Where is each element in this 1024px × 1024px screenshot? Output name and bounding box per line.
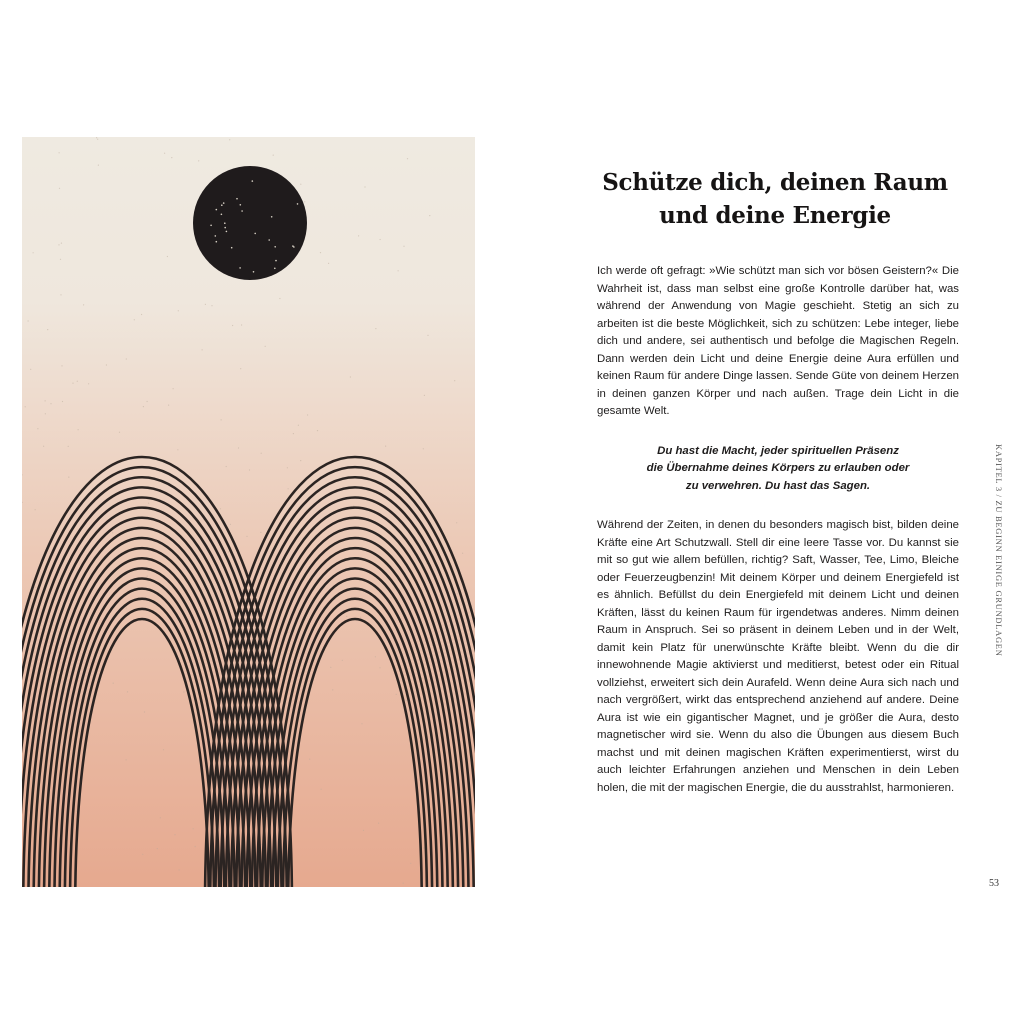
title-line-2: und deine Energie: [659, 202, 891, 229]
grain-dot: [364, 186, 365, 187]
grain-dot: [47, 329, 48, 330]
speckle-dot: [254, 233, 256, 235]
grain-dot: [230, 524, 231, 525]
grain-dot: [45, 413, 46, 414]
page-number: 53: [989, 878, 999, 889]
grain-dot: [58, 244, 59, 245]
speckle-dot: [216, 241, 218, 243]
grain-dot: [304, 201, 305, 202]
grain-dot: [168, 405, 169, 406]
pull-quote: [597, 443, 959, 496]
speckle-dot: [216, 209, 218, 211]
grain-dot: [407, 158, 408, 159]
grain-dot: [60, 259, 61, 260]
grain-dot: [228, 551, 229, 552]
speckle-dot: [226, 231, 228, 233]
arches-artwork: [22, 137, 475, 887]
grain-dot: [78, 731, 79, 732]
grain-dot: [134, 319, 135, 320]
grain-dot: [171, 157, 172, 158]
grain-dot: [147, 401, 148, 402]
grain-dot: [287, 467, 288, 468]
grain-dot: [147, 576, 148, 577]
page-title: [560, 166, 990, 232]
grain-dot: [59, 188, 60, 189]
grain-dot: [70, 509, 71, 510]
title-line-1: Schütze dich, deinen Raum: [602, 169, 948, 196]
grain-dot: [229, 139, 230, 140]
grain-dot: [28, 320, 29, 321]
grain-dot: [142, 854, 143, 855]
grain-dot: [424, 395, 425, 396]
grain-dot: [309, 759, 310, 760]
grain-dot: [457, 593, 458, 594]
grain-dot: [202, 349, 203, 350]
grain-dot: [163, 749, 164, 750]
grain-dot: [457, 792, 458, 793]
grain-dot: [317, 430, 318, 431]
grain-dot: [379, 667, 380, 668]
grain-dot: [60, 294, 61, 295]
grain-dot: [462, 553, 463, 554]
speckle-dot: [224, 222, 226, 224]
grain-dot: [390, 597, 391, 598]
grain-dot: [45, 400, 46, 401]
grain-dot: [205, 304, 206, 305]
grain-dot: [211, 305, 212, 306]
grain-dot: [423, 448, 424, 449]
grain-dot: [300, 460, 301, 461]
speckle-dot: [231, 247, 233, 249]
grain-dot: [328, 263, 329, 264]
grain-dot: [220, 508, 221, 509]
grain-dot: [33, 252, 34, 253]
grain-dot: [81, 668, 82, 669]
speckle-dot: [274, 246, 276, 248]
grain-dot: [177, 449, 178, 450]
grain-dot: [279, 298, 280, 299]
arches-illustration: [22, 137, 475, 887]
speckle-dot: [215, 235, 217, 237]
speckle-dot: [241, 210, 243, 212]
grain-dot: [307, 414, 308, 415]
grain-dot: [403, 246, 404, 247]
grain-dot: [423, 847, 424, 848]
grain-dot: [198, 160, 199, 161]
grain-dot: [126, 358, 127, 359]
grain-dot: [50, 403, 51, 404]
grain-dot: [378, 823, 379, 824]
grain-dot: [375, 328, 376, 329]
grain-dot: [98, 165, 99, 166]
quote-line-3: zu verwehren. Du hast das Sagen.: [685, 479, 871, 492]
speckle-dot: [223, 202, 225, 204]
grain-dot: [320, 252, 321, 253]
grain-dot: [83, 304, 84, 305]
grain-dot: [61, 243, 62, 244]
grain-dot: [350, 376, 351, 377]
grain-dot: [300, 184, 301, 185]
grain-dot: [35, 587, 36, 588]
grain-dot: [88, 383, 89, 384]
running-head: KAPITEL 3 / ZU BEGINN EINIGE GRUNDLAGEN: [994, 444, 1004, 657]
main-paragraph: Während der Zeiten, in denen du besonders magisch bist, bilden deine Kräfte eine Art Schutzwall. Stell dir eine leere Tasse vor. Du kannst sie mit so gut wie allem befüllen, richtig? Saft, Wasser, Tee, Limo, Bleiche oder Feuerzeugbenzin! Mit deinem Körper und deinem Energiefeld ist es ähnlich. Befüllst du dein Energiefeld mit deinem Licht und deinen Kräften, lässt du keinen Raum für irgendetwas anderes. Nimm deinen Raum in Anspruch. Sei so präsent in deinem Leben und in der Welt, damit kein Platz für unerwünschte Kräfte bleibt. Wenn du die dir innewohnende Magie aktivierst und meditierst, betest oder ein Ritual vollziehst, erweitert sich dein Aurafeld. Wenn deine Aura sich nach und nach vergrößert, wirkt das entsprechend anziehend auf andere. Deine Aura ist wie ein gigantischer Magnet, und je größer die Aura, desto magnetischer wird sie. Wenn du also die Übungen aus diesem Buch machst und mit deinen magischen Kräften experimentierst, wirst du auch leichter Erfahrungen anziehen und Menschen in dein Leben holen, die mit der magischen Energie, die du ausstrahlst, harmonieren.: [597, 519, 959, 794]
grain-dot: [141, 314, 142, 315]
grain-dot: [126, 759, 127, 760]
grain-dot: [454, 380, 455, 381]
grain-dot: [363, 830, 364, 831]
grain-dot: [43, 446, 44, 447]
grain-dot: [321, 789, 322, 790]
grain-dot: [62, 401, 63, 402]
black-sun-circle: [193, 166, 307, 280]
grain-dot: [261, 453, 262, 454]
grain-dot: [232, 325, 233, 326]
grain-dot: [183, 691, 184, 692]
grain-dot: [72, 383, 73, 384]
speckle-dot: [274, 268, 276, 270]
grain-dot: [396, 694, 397, 695]
grain-dot: [193, 828, 194, 829]
grain-dot: [360, 617, 361, 618]
grain-dot: [406, 700, 407, 701]
speckle-dot: [271, 216, 273, 218]
speckle-dot: [275, 260, 277, 262]
grain-dot: [260, 532, 261, 533]
grain-dot: [143, 406, 144, 407]
grain-dot: [456, 522, 457, 523]
grain-dot: [119, 432, 120, 433]
grain-dot: [346, 616, 347, 617]
grain-dot: [221, 419, 222, 420]
grain-dot: [144, 711, 145, 712]
grain-dot: [358, 235, 359, 236]
speckle-dot: [253, 271, 255, 273]
grain-dot: [288, 488, 289, 489]
speckle-dot: [239, 267, 241, 269]
grain-dot: [238, 447, 239, 448]
speckle-dot: [297, 203, 299, 205]
grain-dot: [266, 816, 267, 817]
grain-dot: [241, 324, 242, 325]
grain-dot: [62, 879, 63, 880]
quote-line-2: die Übernahme deines Körpers zu erlauben oder: [646, 462, 910, 474]
speckle-dot: [221, 204, 223, 206]
grain-dot: [293, 433, 294, 434]
speckle-dot: [252, 180, 254, 182]
grain-dot: [127, 691, 128, 692]
intro-paragraph: Ich werde oft gefragt: »Wie schützt man sich vor bösen Geistern?« Die Wahrheit ist, dass man selbst eine große Kontrolle darüber hat, was während der Anwendung von Magie geschieht. Stetig an sich zu arbeiten ist die beste Möglichkeit, sich zu schützen: Lebe integer, liebe dich und andere, sei authentisch und befolge die Magischen Regeln. Dann werden dein Licht und deine Energie deine Aura erfüllen und keinen Raum für andere Dinge lassen. Sende Güte von deinem Herzen in deinen ganzen Körper und nach außen. Trage dein Licht in die gesamte Welt.: [597, 265, 959, 417]
grain-dot: [265, 346, 266, 347]
speckle-dot: [224, 227, 226, 229]
grain-dot: [35, 509, 36, 510]
grain-dot: [126, 607, 127, 608]
grain-dot: [249, 469, 250, 470]
grain-dot: [68, 446, 69, 447]
grain-dot: [298, 425, 299, 426]
speckle-dot: [236, 198, 238, 200]
grain-dot: [97, 139, 98, 140]
speckle-dot: [221, 214, 223, 216]
grain-dot: [148, 503, 149, 504]
grain-dot: [37, 428, 38, 429]
speckle-dot: [293, 246, 295, 248]
body-text-column: [597, 263, 959, 797]
grain-dot: [287, 632, 288, 633]
grain-dot: [385, 446, 386, 447]
grain-dot: [342, 660, 343, 661]
grain-dot: [78, 429, 79, 430]
grain-dot: [106, 364, 107, 365]
grain-dot: [160, 817, 161, 818]
grain-dot: [195, 846, 196, 847]
grain-dot: [178, 310, 179, 311]
grain-dot: [164, 153, 165, 154]
grain-dot: [112, 532, 113, 533]
quote-line-1: Du hast die Macht, jeder spirituellen Präsenz: [657, 444, 899, 457]
grain-dot: [375, 656, 376, 657]
grain-dot: [427, 335, 428, 336]
grain-dot: [403, 883, 404, 884]
grain-dot: [174, 834, 175, 835]
grain-dot: [173, 388, 174, 389]
grain-dot: [179, 869, 180, 870]
grain-dot: [332, 689, 333, 690]
grain-dot: [361, 723, 362, 724]
grain-dot: [157, 848, 158, 849]
grain-dot: [30, 369, 31, 370]
grain-dot: [113, 683, 114, 684]
grain-dot: [330, 667, 331, 668]
grain-dot: [273, 155, 274, 156]
grain-dot: [25, 406, 26, 407]
grain-dot: [246, 536, 247, 537]
grain-dot: [77, 381, 78, 382]
grain-dot: [61, 365, 62, 366]
speckle-dot: [210, 225, 212, 227]
grain-dot: [380, 239, 381, 240]
grain-dot: [398, 270, 399, 271]
speckle-dot: [240, 204, 242, 206]
speckle-dot: [268, 239, 270, 241]
grain-dot: [96, 137, 97, 138]
grain-dot: [226, 466, 227, 467]
grain-dot: [68, 477, 69, 478]
grain-dot: [59, 152, 60, 153]
grain-dot: [410, 863, 411, 864]
grain-dot: [167, 256, 168, 257]
grain-dot: [240, 368, 241, 369]
grain-dot: [429, 215, 430, 216]
